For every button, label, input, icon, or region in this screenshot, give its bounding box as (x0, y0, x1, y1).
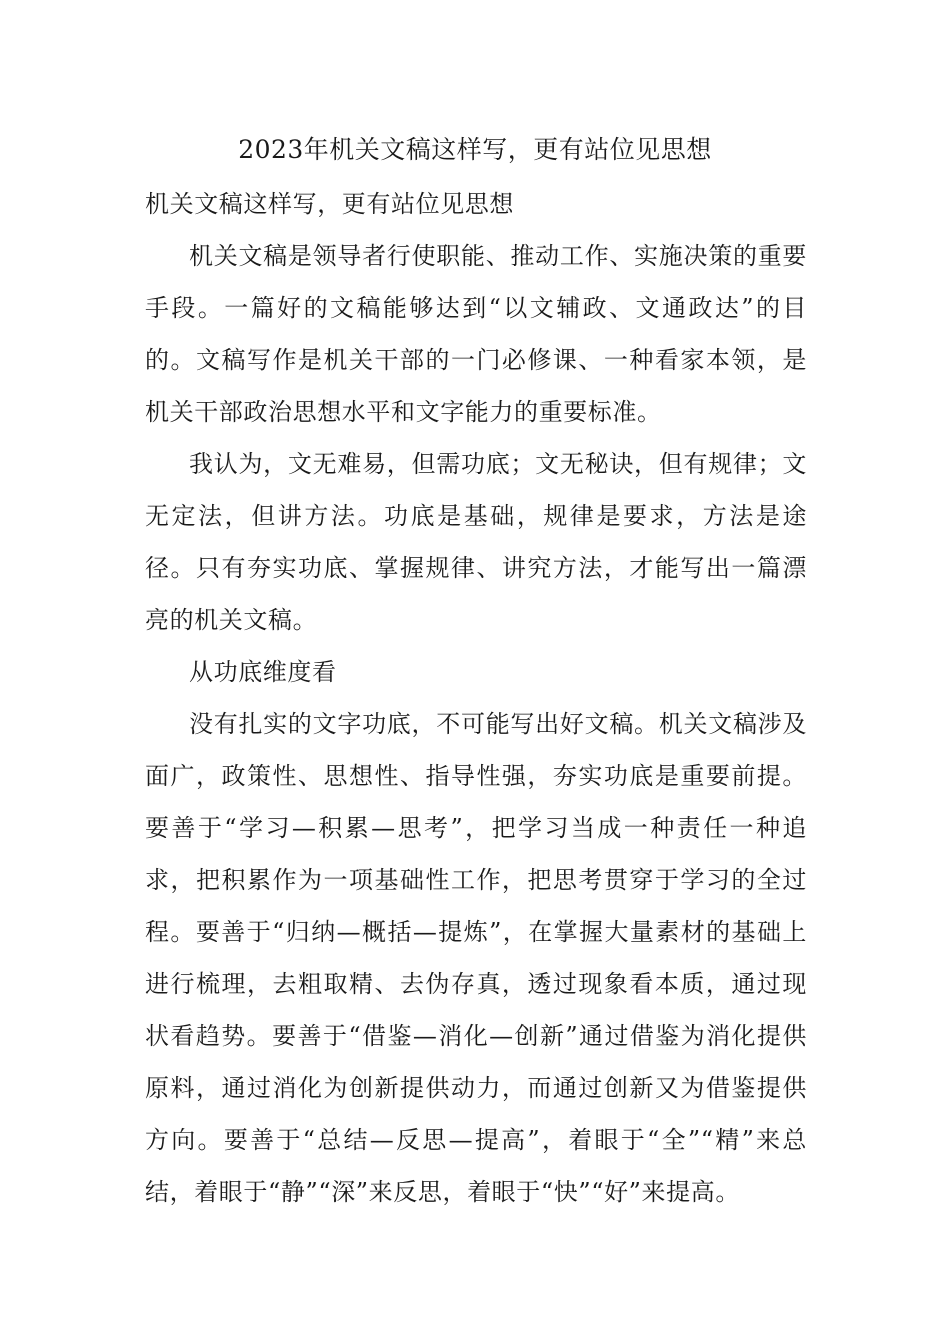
document-title: 2023年机关文稿这样写，更有站位见思想 (238, 135, 712, 164)
paragraph-opinion: 我认为，文无难易，但需功底；文无秘诀，但有规律；文无定法，但讲方法。功底是基础，规律是要求，方法是途径。只有夯实功底、掌握规律、讲究方法，才能写出一篇漂亮的机关文稿。 (145, 450, 807, 634)
paragraph-intro: 机关文稿是领导者行使职能、推动工作、实施决策的重要手段。一篇好的文稿能够达到“以文辅政、文通政达”的目的。文稿写作是机关干部的一门必修课、一种看家本领，是机关干部政治思想水平和文字能力的重要标准。 (145, 242, 807, 426)
section-heading: 从功底维度看 (189, 658, 337, 686)
document-body (145, 178, 807, 1218)
document-subtitle: 机关文稿这样写，更有站位见思想 (145, 190, 514, 218)
paragraph-foundation: 没有扎实的文字功底，不可能写出好文稿。机关文稿涉及面广，政策性、思想性、指导性强，夯实功底是重要前提。要善于“学习—积累—思考”，把学习当成一种责任一种追求，把积累作为一项基础性工作，把思考贯穿于学习的全过程。要善于“归纳—概括—提炼”，在掌握大量素材的基础上进行梳理，去粗取精、去伪存真，透过现象看本质，通过现状看趋势。要善于“借鉴—消化—创新”通过借鉴为消化提供原料，通过消化为创新提供动力，而通过创新又为借鉴提供方向。要善于“总结—反思—提高”，着眼于“全”“精”来总结，着眼于“静”“深”来反思，着眼于“快”“好”来提高。 (145, 710, 807, 1206)
